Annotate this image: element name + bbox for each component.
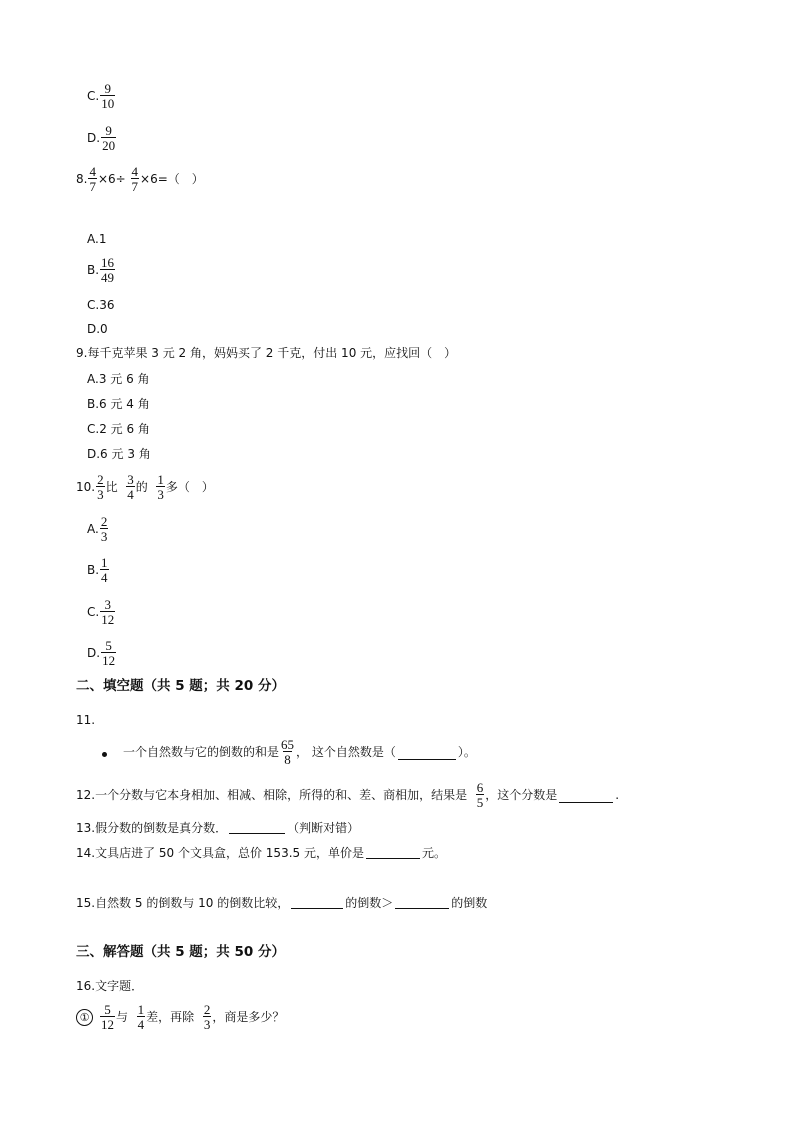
q13-question bbox=[76, 821, 359, 834]
q10-option-c bbox=[87, 598, 116, 626]
numerator: 16 bbox=[101, 255, 115, 270]
question-text: 的倒数＞ bbox=[345, 896, 394, 910]
denominator: 4 bbox=[127, 487, 134, 502]
q11-number: 11. bbox=[76, 713, 96, 727]
question-text: 的 bbox=[135, 480, 148, 494]
fraction bbox=[126, 473, 135, 501]
answer-blank[interactable] bbox=[229, 821, 285, 834]
q8-option-b bbox=[87, 256, 116, 284]
fraction bbox=[100, 1003, 115, 1031]
question-text: 多（ ） bbox=[165, 480, 214, 494]
q11-question bbox=[123, 738, 476, 766]
bullet-icon bbox=[102, 752, 107, 757]
q9-question: 9.每千克苹果 3 元 2 角，妈妈买了 2 千克，付出 10 元，应找回（ ） bbox=[76, 346, 457, 360]
fraction bbox=[101, 124, 116, 152]
question-text: 元。 bbox=[421, 846, 446, 860]
fraction bbox=[100, 256, 115, 284]
question-text: 比 bbox=[105, 480, 118, 494]
q10-option-b bbox=[87, 556, 110, 584]
numerator: 65 bbox=[281, 737, 295, 752]
question-text: 的倒数 bbox=[451, 896, 488, 910]
q7-option-d bbox=[87, 124, 117, 152]
numerator: 6 bbox=[476, 780, 484, 795]
denominator: 3 bbox=[100, 529, 108, 544]
denominator: 3 bbox=[97, 487, 104, 502]
q9-option-c: C.2 元 6 角 bbox=[87, 422, 150, 436]
fraction bbox=[100, 598, 115, 626]
q9-option-a: A.3 元 6 角 bbox=[87, 372, 150, 386]
fraction bbox=[88, 165, 97, 193]
question-text: ×6=（ ） bbox=[140, 172, 204, 186]
denominator: 49 bbox=[101, 270, 115, 285]
q16-title: 16.文字题． bbox=[76, 979, 144, 993]
numerator: 2 bbox=[97, 472, 104, 487]
fraction bbox=[131, 165, 140, 193]
fraction bbox=[156, 473, 165, 501]
q8-option-c: C.36 bbox=[87, 298, 115, 312]
numerator: 2 bbox=[100, 514, 108, 529]
numerator: 9 bbox=[105, 123, 112, 138]
answer-blank[interactable] bbox=[559, 788, 613, 803]
question-text: ， 这个自然数是（ bbox=[296, 745, 396, 759]
denominator: 3 bbox=[203, 1017, 211, 1032]
option-label: B. bbox=[87, 263, 100, 277]
numerator: 5 bbox=[105, 638, 112, 653]
q12-question bbox=[76, 781, 619, 809]
denominator: 7 bbox=[89, 179, 96, 194]
question-text: （判断对错） bbox=[287, 821, 360, 835]
question-text: 15.自然数 5 的倒数与 10 的倒数比较， bbox=[76, 896, 290, 910]
numerator: 1 bbox=[157, 472, 164, 487]
question-text: ）。 bbox=[457, 745, 476, 759]
question-text: 差，再除 bbox=[146, 1010, 195, 1024]
fraction bbox=[96, 473, 105, 501]
section-title-solve: 三、解答题（共 5 题；共 50 分） bbox=[76, 944, 285, 960]
question-text: ×6÷ bbox=[97, 172, 126, 186]
option-label: D. bbox=[87, 131, 101, 145]
denominator: 4 bbox=[137, 1017, 145, 1032]
denominator: 12 bbox=[102, 653, 116, 668]
fraction bbox=[280, 738, 295, 766]
question-text: 13.假分数的倒数是真分数． bbox=[76, 821, 228, 835]
question-text: ，这个分数是 bbox=[485, 788, 558, 802]
numerator: 1 bbox=[137, 1002, 145, 1017]
option-label: A. bbox=[87, 522, 99, 536]
q8-option-d: D.0 bbox=[87, 322, 108, 336]
numerator: 4 bbox=[89, 164, 96, 179]
q9-option-b: B.6 元 4 角 bbox=[87, 397, 150, 411]
q16-part-1 bbox=[76, 1003, 284, 1031]
q14-question bbox=[76, 846, 446, 859]
option-label: C. bbox=[87, 605, 100, 619]
q15-question bbox=[76, 896, 487, 909]
circled-number: ① bbox=[76, 1009, 93, 1026]
question-text: ，商是多少？ bbox=[212, 1010, 285, 1024]
denominator: 7 bbox=[131, 179, 139, 194]
numerator: 5 bbox=[104, 1002, 111, 1017]
question-number: 8. bbox=[76, 172, 88, 186]
denominator: 20 bbox=[102, 138, 116, 153]
answer-blank[interactable] bbox=[395, 896, 449, 909]
numerator: 2 bbox=[203, 1002, 211, 1017]
fraction bbox=[100, 515, 109, 543]
denominator: 10 bbox=[101, 96, 115, 111]
fraction bbox=[100, 82, 115, 110]
q10-option-d bbox=[87, 639, 117, 667]
question-text: . bbox=[615, 788, 620, 802]
question-text: 12.一个分数与它本身相加、相减、相除，所得的和、差、商相加，结果是 bbox=[76, 788, 468, 802]
question-text: 一个自然数与它的倒数的和是 bbox=[123, 745, 280, 759]
q10-option-a bbox=[87, 515, 109, 543]
q8-question bbox=[76, 165, 204, 193]
section-title-fill-in: 二、填空题（共 5 题；共 20 分） bbox=[76, 678, 285, 694]
fraction bbox=[101, 639, 116, 667]
answer-blank[interactable] bbox=[366, 846, 420, 859]
denominator: 8 bbox=[284, 752, 291, 767]
fraction bbox=[137, 1003, 146, 1031]
fraction bbox=[203, 1003, 212, 1031]
option-label: D. bbox=[87, 646, 101, 660]
question-number: 10. bbox=[76, 480, 96, 494]
option-label: C. bbox=[87, 89, 100, 103]
numerator: 3 bbox=[104, 597, 111, 612]
answer-blank[interactable] bbox=[398, 745, 456, 760]
q7-option-c bbox=[87, 82, 116, 110]
denominator: 4 bbox=[101, 570, 108, 585]
option-label: B. bbox=[87, 563, 100, 577]
numerator: 4 bbox=[131, 164, 139, 179]
q9-option-d: D.6 元 3 角 bbox=[87, 447, 151, 461]
fraction bbox=[476, 781, 485, 809]
numerator: 9 bbox=[104, 81, 111, 96]
denominator: 5 bbox=[476, 795, 484, 810]
q8-option-a: A.1 bbox=[87, 232, 107, 246]
fraction bbox=[100, 556, 109, 584]
answer-blank[interactable] bbox=[291, 896, 343, 909]
denominator: 12 bbox=[101, 612, 115, 627]
numerator: 1 bbox=[101, 555, 108, 570]
question-text: 与 bbox=[116, 1010, 129, 1024]
q10-question bbox=[76, 473, 214, 501]
denominator: 12 bbox=[101, 1017, 114, 1032]
denominator: 3 bbox=[157, 487, 164, 502]
numerator: 3 bbox=[127, 472, 134, 487]
question-text: 14.文具店进了 50 个文具盒，总价 153.5 元，单价是 bbox=[76, 846, 364, 860]
